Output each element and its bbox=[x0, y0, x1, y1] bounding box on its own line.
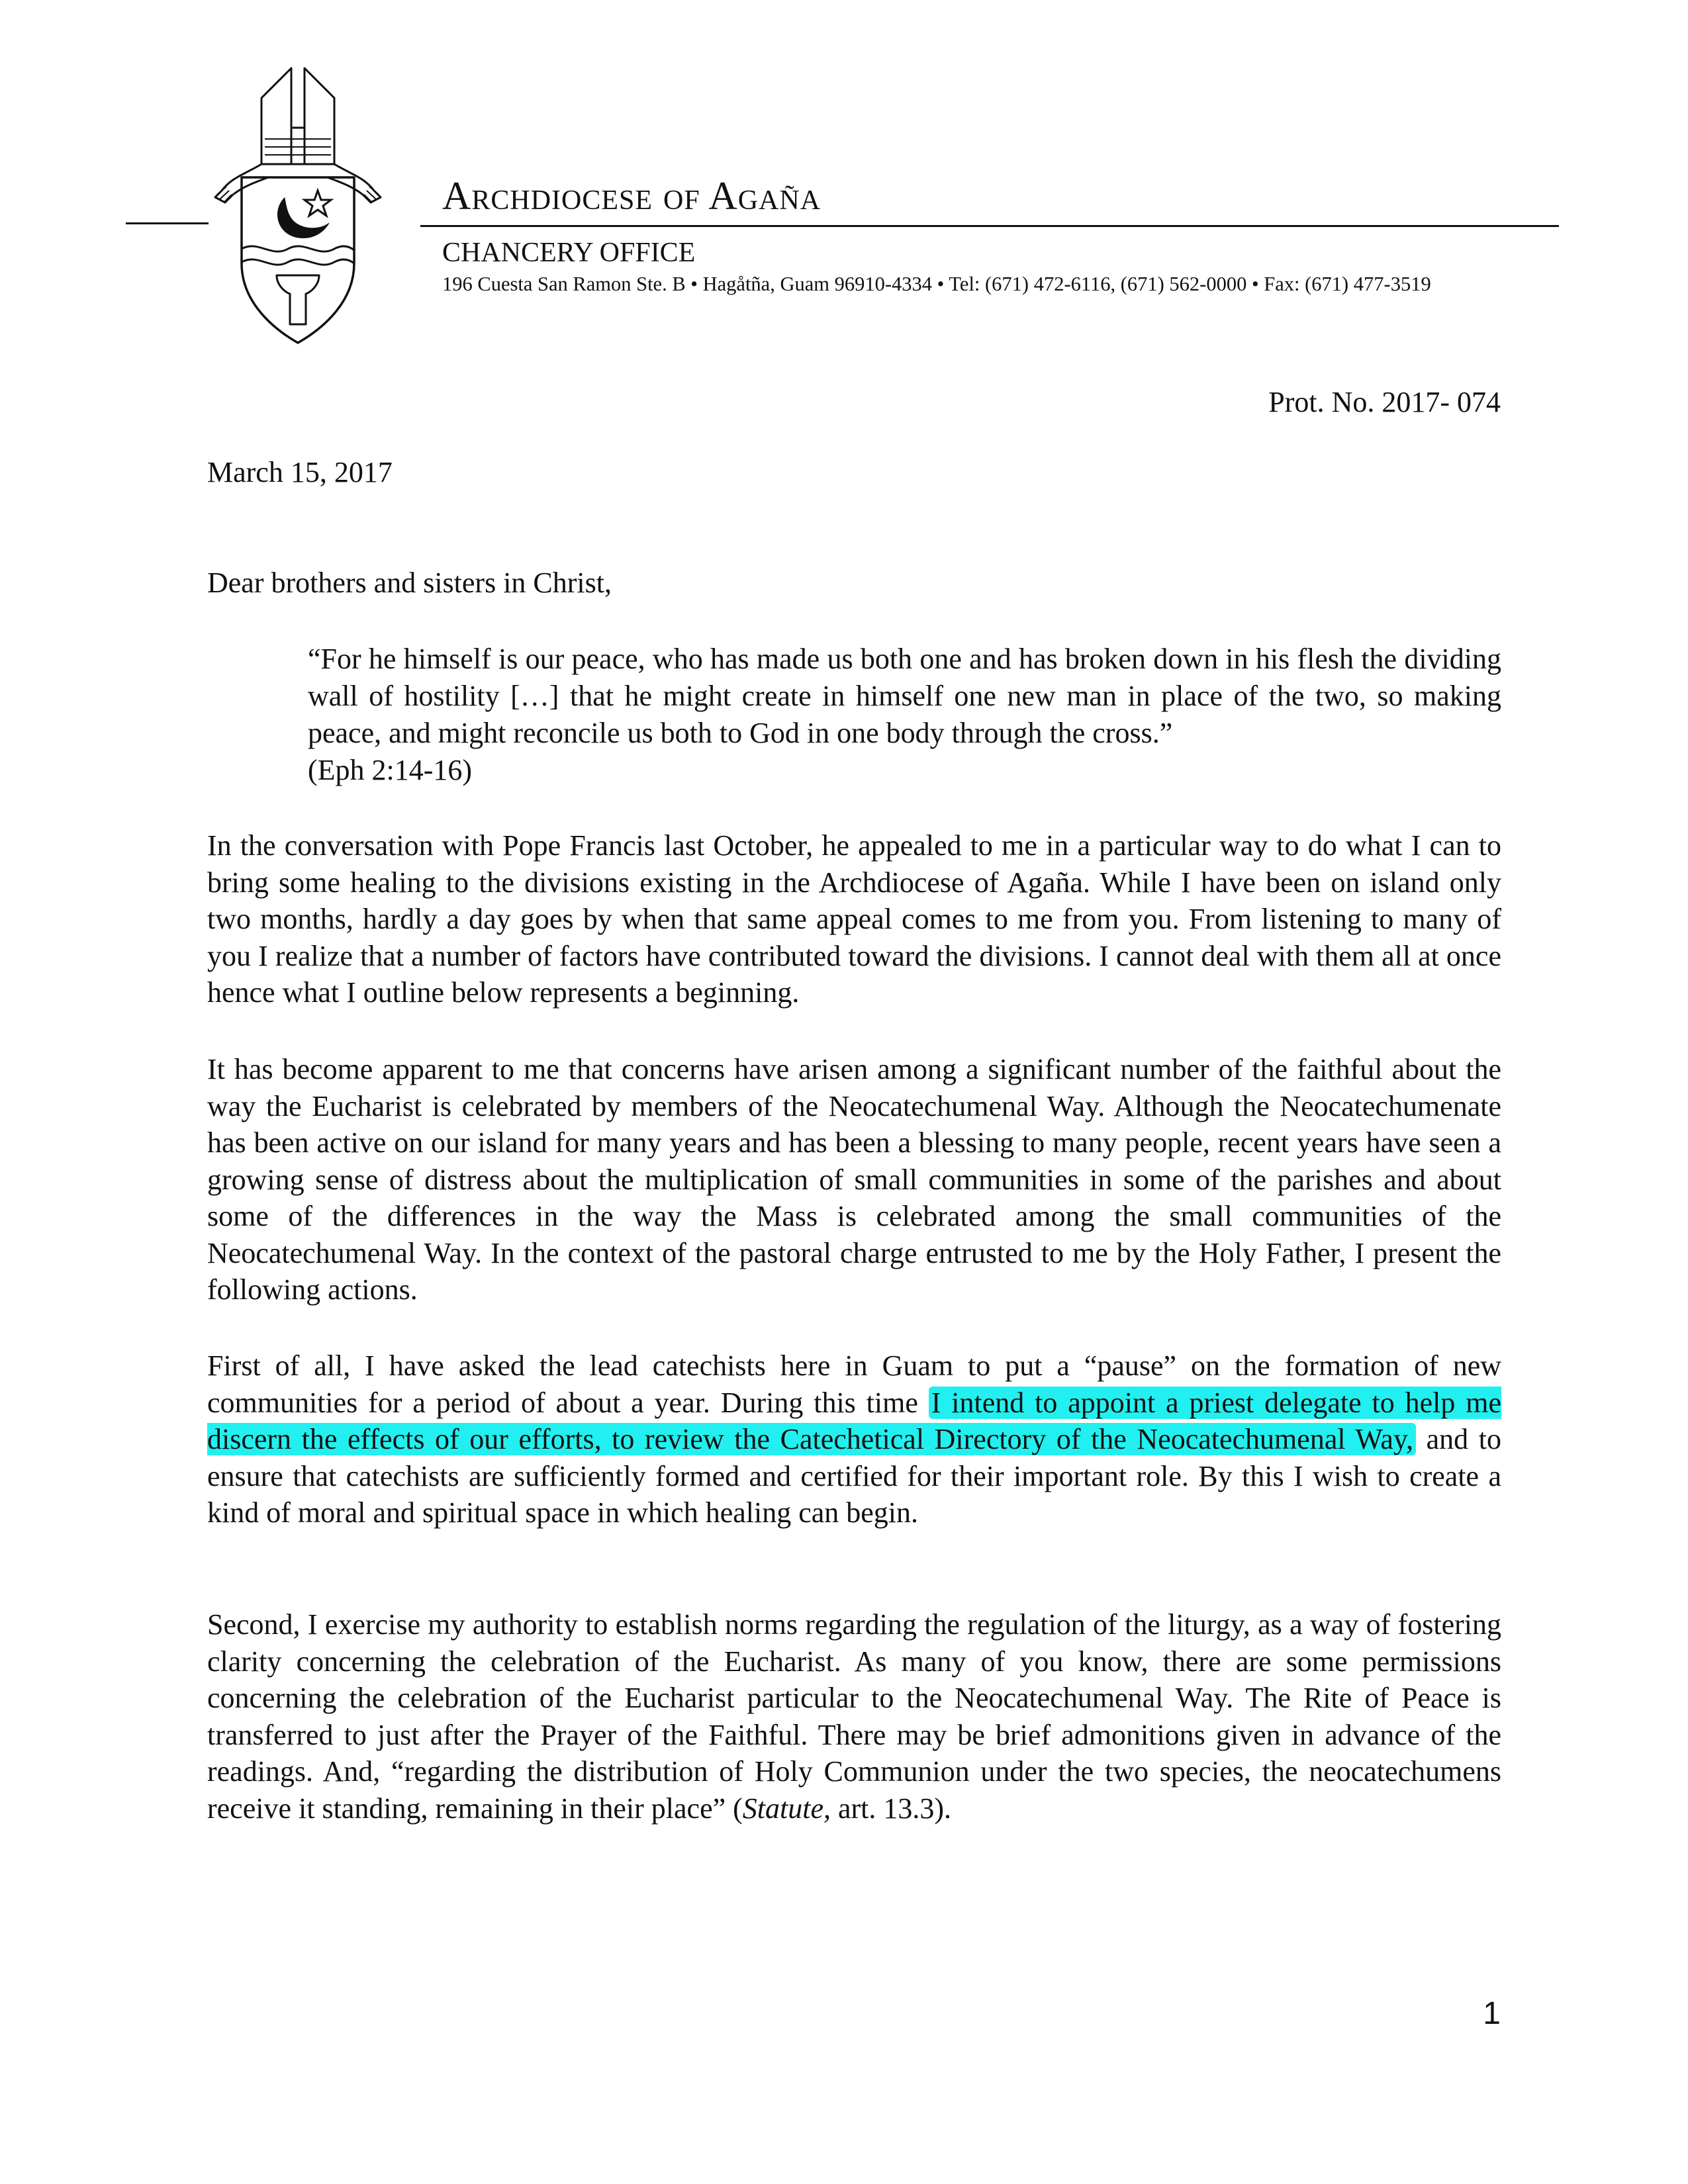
statute-italic: Statute, bbox=[742, 1792, 831, 1825]
page-number: 1 bbox=[1483, 1996, 1501, 2031]
paragraph-3-text-start: First of all, I have asked the lead catechists here in Guam to put a “pause” on the formation of new communities for a period of about a year. During this time bbox=[207, 1349, 1501, 1419]
letterhead-title: Archdiocese of Agaña bbox=[442, 174, 821, 218]
paragraph-4 bbox=[207, 1606, 1501, 1827]
letter-date: March 15, 2017 bbox=[207, 456, 393, 488]
quote-citation: (Eph 2:14-16) bbox=[308, 754, 473, 786]
quote-text: “For he himself is our peace, who has made us both one and has broken down in his flesh the dividing wall of hostility […] that he might create in himself one new man in place of the two, so making peace, and might reconcile us both to God in one body through the cross.” bbox=[308, 643, 1501, 749]
letterhead-office: CHANCERY OFFICE bbox=[442, 238, 696, 268]
salutation: Dear brothers and sisters in Christ, bbox=[207, 567, 612, 599]
paragraph-3-text-end: and to ensure that catechists are sufficiently formed and certified for their important role. By this I wish to create a kind of moral and spiritual space in which healing can begin. bbox=[207, 1423, 1501, 1529]
paragraph-4-text-start: Second, I exercise my authority to establish norms regarding the regulation of the liturgy, as a way of fostering clarity concerning the celebration of the Eucharist. As many of you know, there are some permissions concerning the celebration of the Eucharist particular to the Neocatechumenal Way. The Rite of Peace is transferred to just after the Prayer of the Faithful. There may be brief admonitions given in advance of the readings. And, “regarding the distribution of Holy Communion under the two species, the neocatechumens receive it standing, remaining in their place” ( bbox=[207, 1608, 1501, 1825]
paragraph-1: In the conversation with Pope Francis last October, he appealed to me in a particular way to do what I can to bring some healing to the divisions existing in the Archdiocese of Agaña. While I have been on island only two months, hardly a day goes by when that same appeal comes to me from you. From listening to many of you I realize that a number of factors have contributed toward the divisions. I cannot deal with them all at once hence what I outline below represents a beginning. bbox=[207, 829, 1501, 1009]
protocol-number: Prot. No. 2017- 074 bbox=[1268, 386, 1501, 418]
paragraph-2: It has become apparent to me that concerns have arisen among a significant number of the faithful about the way the Eucharist is celebrated by members of the Neocatechumenal Way. Although the Neocatechumenate has been active on our island for many years and has been a blessing to many people, recent years have seen a growing sense of distress about the multiplication of small communities in some of the parishes and about some of the differences in the way the Mass is celebrated among the small communities of the Neocatechumenal Way. In the context of the pastoral charge entrusted to me by the Holy Father, I present the following actions. bbox=[207, 1053, 1501, 1306]
letterhead-address: 196 Cuesta San Ramon Ste. B • Hagåtña, Guam 96910-4334 • Tel: (671) 472-6116, (671) 562-0000 • Fax: (671) 477-3519 bbox=[442, 273, 1431, 295]
highlighted-passage: I intend to appoint a priest delegate to help me discern the effects of our efforts, to review the Catechetical Directory of the Neocatechumenal Way, bbox=[207, 1386, 1501, 1455]
archdiocese-coat-of-arms-icon bbox=[185, 65, 410, 349]
paragraph-4-text-end: art. 13.3). bbox=[830, 1792, 952, 1825]
letterhead-rule bbox=[420, 225, 1559, 227]
paragraph-3 bbox=[207, 1347, 1501, 1531]
scripture-quote bbox=[308, 641, 1501, 789]
